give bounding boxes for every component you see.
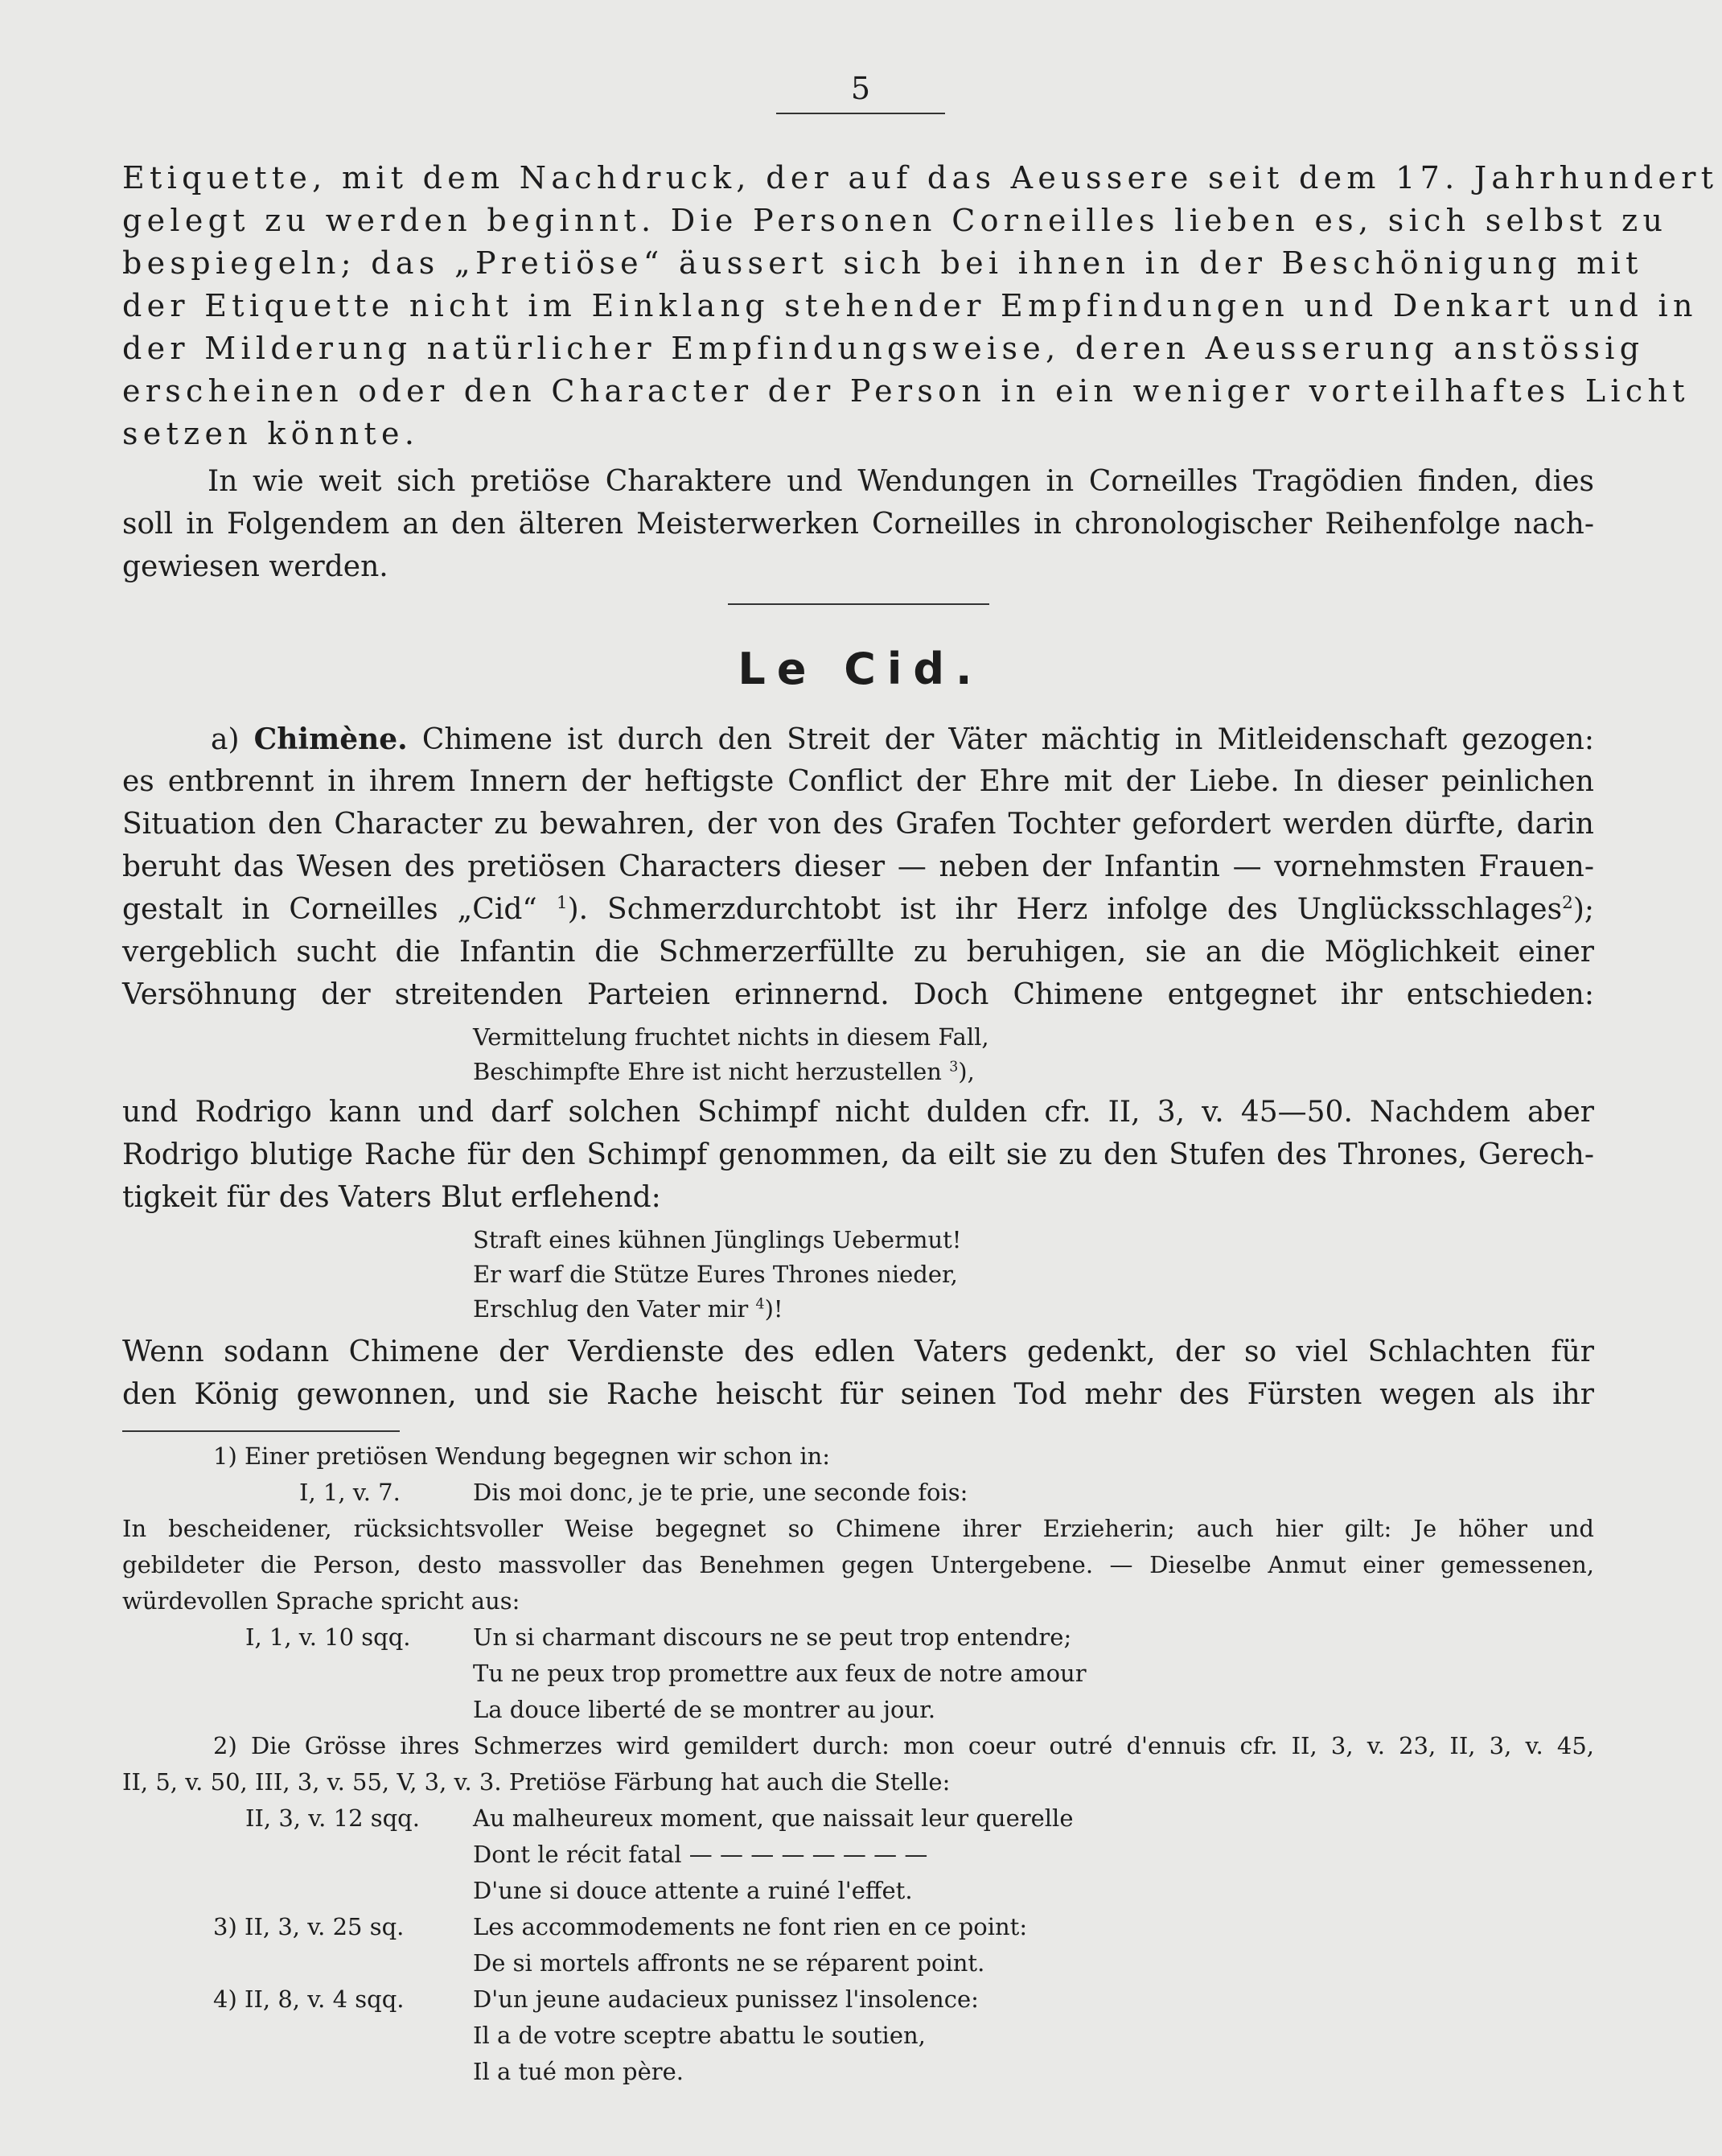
intro-line: gelegt zu werden beginnt. Die Personen Corneilles lieben es, sich selbst zu — [122, 203, 1668, 238]
line-text: ). Schmerzdurchtobt ist ihr Herz infolge des Unglücksschlages — [567, 893, 1563, 926]
intro-line: erscheinen oder den Character der Person in ein weniger vorteilhaftes Licht — [122, 373, 1690, 409]
footnote-mark: 3 — [949, 1059, 959, 1076]
footnote-line: würdevollen Sprache spricht aus: — [122, 1587, 520, 1615]
footnote-quote: Les accommodements ne font rien en ce point: — [473, 1913, 1028, 1940]
line-text: )! — [764, 1295, 783, 1323]
line-text: Beschimpfte Ehre ist nicht herzustellen — [473, 1058, 942, 1085]
paragraph-line: den König gewonnen, und sie Rache heischt für seinen Tod mehr des Fürsten wegen als ihr — [122, 1378, 1594, 1411]
footnote-line: In bescheidener, rücksichtsvoller Weise begegnet so Chimene ihrer Erzieherin; auch hier gilt: Je höher und — [122, 1515, 1594, 1542]
footnote-quote: De si mortels affronts ne se réparent point. — [473, 1949, 985, 1977]
quote-line: Straft eines kühnen Jünglings Uebermut! — [473, 1226, 962, 1253]
footnote-line: gebildeter die Person, desto massvoller das Benehmen gegen Untergebene. — Dieselbe Anmut einer gemessenen, — [122, 1551, 1594, 1578]
footnote-quote: D'une si douce attente a ruiné l'effet. — [473, 1877, 913, 1904]
paragraph-line: gewiesen werden. — [122, 550, 388, 583]
header-rule — [776, 113, 945, 114]
footnote-line: II, 5, v. 50, III, 3, v. 55, V, 3, v. 3. Pretiöse Färbung hat auch die Stelle: — [122, 1768, 951, 1796]
page-number: 5 — [850, 71, 871, 106]
intro-line: der Etiquette nicht im Einklang stehender Empfindungen und Denkart und in — [122, 288, 1698, 323]
paragraph-line: vergeblich sucht die Infantin die Schmerzerfüllte zu beruhigen, sie an die Möglichkeit einer — [122, 936, 1594, 969]
line-text: gestalt in Corneilles „Cid“ — [122, 893, 537, 926]
quote-line: Vermittelung fruchtet nichts in diesem Fall, — [473, 1023, 989, 1051]
section-rule — [728, 603, 989, 605]
intro-line: bespiegeln; das „Pretiöse“ äussert sich bei ihnen in der Beschönigung mit — [122, 245, 1643, 281]
paragraph-line: es entbrennt in ihrem Innern der heftigste Conflict der Ehre mit der Liebe. In dieser peinlichen — [122, 765, 1594, 798]
paragraph-line: Versöhnung der streitenden Parteien erinnernd. Doch Chimene entgegnet ihr entschieden: — [122, 978, 1594, 1011]
paragraph-line: Wenn sodann Chimene der Verdienste des edlen Vaters gedenkt, der so viel Schlachten für — [122, 1335, 1594, 1368]
line-text: ), — [958, 1058, 975, 1085]
section-a-first-line — [211, 718, 1594, 761]
footnote-3: 3) II, 3, v. 25 sq. — [213, 1913, 405, 1940]
footnote-mark: 2 — [1562, 893, 1573, 913]
intro-line: der Milderung natürlicher Empfindungsweise, deren Aeusserung anstössig — [122, 331, 1645, 366]
line-text: ); — [1572, 893, 1594, 926]
paragraph-line — [122, 889, 1594, 931]
footnote-ref: II, 3, v. 12 sqq. — [245, 1804, 420, 1832]
footnote-quote: Dis moi donc, je te prie, une seconde fois: — [473, 1479, 968, 1506]
paragraph-line: tigkeit für des Vaters Blut erflehend: — [122, 1181, 661, 1214]
intro-line: Etiquette, mit dem Nachdruck, der auf das Aeussere seit dem 17. Jahrhundert — [122, 160, 1719, 195]
footnote-quote: Tu ne peux trop promettre aux feux de notre amour — [473, 1660, 1087, 1687]
paragraph-line: Situation den Character zu bewahren, der von des Grafen Tochter gefordert werden dürfte, darin — [122, 808, 1594, 841]
footnote-quote: Un si charmant discours ne se peut trop entendre; — [473, 1623, 1072, 1651]
section-title: Le Cid. — [738, 644, 984, 694]
quote-line: Er warf die Stütze Eures Thrones nieder, — [473, 1261, 958, 1288]
paragraph-line: beruht das Wesen des pretiösen Characters dieser — neben der Infantin — vornehmsten Frauen- — [122, 850, 1594, 883]
footnote-mark: 1 — [556, 893, 568, 913]
footnote-quote: Il a de votre sceptre abattu le soutien, — [473, 2022, 926, 2049]
paragraph-line: In wie weit sich pretiöse Charaktere und Wendungen in Corneilles Tragödien finden, dies — [208, 465, 1594, 498]
label-prefix: a) — [211, 723, 240, 756]
footnote-ref: I, 1, v. 10 sqq. — [245, 1623, 411, 1651]
footnote-2: 2) Die Grösse ihres Schmerzes wird gemildert durch: mon coeur outré d'ennuis cfr. II, 3, v. 23, II, 3, v. 45, — [213, 1732, 1594, 1759]
footnote-1: 1) Einer pretiösen Wendung begegnen wir schon in: — [213, 1442, 831, 1470]
footnote-quote: La douce liberté de se montrer au jour. — [473, 1696, 936, 1723]
footnote-ref: I, 1, v. 7. — [299, 1479, 401, 1506]
paragraph-line: und Rodrigo kann und darf solchen Schimpf nicht dulden cfr. II, 3, v. 45—50. Nachdem aber — [122, 1096, 1594, 1129]
intro-line: setzen könnte. — [122, 416, 420, 451]
paragraph-line: soll in Folgendem an den älteren Meisterwerken Corneilles in chronologischer Reihenfolge nach- — [122, 508, 1594, 541]
footnote-quote: Dont le récit fatal — — — — — — — — — [473, 1841, 928, 1868]
footnote-quote: Au malheureux moment, que naissait leur querelle — [473, 1804, 1074, 1832]
footnote-quote: Il a tué mon père. — [473, 2058, 684, 2085]
quote-line — [473, 1056, 975, 1087]
footnote-4: 4) II, 8, v. 4 sqq. — [213, 1985, 405, 2013]
line-text: Erschlug den Vater mir — [473, 1295, 749, 1323]
character-name: Chimène. — [253, 722, 408, 756]
line-text: Chimene ist durch den Streit der Väter mächtig in Mitleidenschaft gezogen: — [421, 723, 1594, 756]
quote-line — [473, 1294, 783, 1324]
footnote-quote: D'un jeune audacieux punissez l'insolence: — [473, 1985, 979, 2013]
footnote-mark: 4 — [755, 1296, 765, 1313]
footnote-rule — [122, 1430, 400, 1432]
paragraph-line: Rodrigo blutige Rache für den Schimpf genommen, da eilt sie zu den Stufen des Thrones, Gerech- — [122, 1138, 1594, 1171]
